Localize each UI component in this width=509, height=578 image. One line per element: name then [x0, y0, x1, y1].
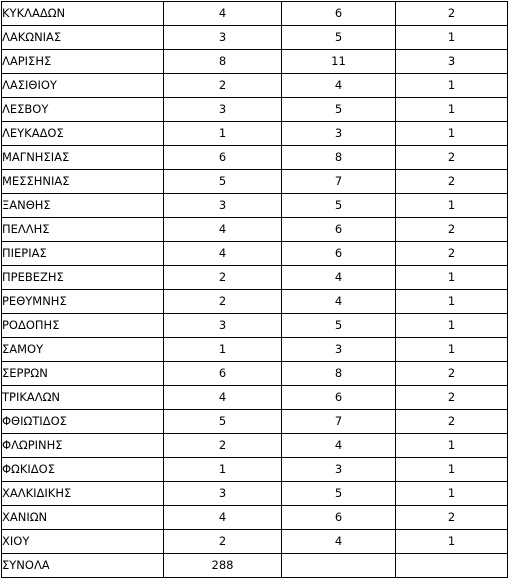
- table-row: [2, 194, 508, 218]
- table-row: [2, 482, 508, 506]
- prefecture-name-cell: ΧΑΛΚΙΔΙΚΗΣ: [2, 482, 164, 506]
- table-row: [2, 314, 508, 338]
- value-cell-1: 4: [164, 242, 282, 266]
- value-cell-1: 2: [164, 290, 282, 314]
- prefecture-name-cell: ΧΑΝΙΩΝ: [2, 506, 164, 530]
- value-cell-3: 1: [396, 530, 508, 554]
- value-cell-1: 2: [164, 530, 282, 554]
- value-cell-3: 1: [396, 458, 508, 482]
- value-cell-2: 5: [282, 314, 396, 338]
- value-cell-1: 5: [164, 410, 282, 434]
- table-row: [2, 2, 508, 26]
- value-cell-3: 2: [396, 242, 508, 266]
- value-cell-2: 8: [282, 362, 396, 386]
- value-cell-3: 3: [396, 50, 508, 74]
- value-cell-2: 7: [282, 170, 396, 194]
- value-cell-2: 4: [282, 530, 396, 554]
- value-cell-3: 1: [396, 266, 508, 290]
- value-cell-1: 3: [164, 194, 282, 218]
- prefecture-name-cell: ΛΕΣΒΟΥ: [2, 98, 164, 122]
- prefecture-name-cell: ΦΘΙΩΤΙΔΟΣ: [2, 410, 164, 434]
- prefecture-name-cell: ΛΕΥΚΑΔΟΣ: [2, 122, 164, 146]
- prefecture-name-cell: ΜΑΓΝΗΣΙΑΣ: [2, 146, 164, 170]
- value-cell-3: 1: [396, 122, 508, 146]
- value-cell-2: [282, 554, 396, 578]
- value-cell-2: 4: [282, 266, 396, 290]
- value-cell-3: 2: [396, 146, 508, 170]
- value-cell-3: 1: [396, 194, 508, 218]
- prefecture-name-cell: ΠΙΕΡΙΑΣ: [2, 242, 164, 266]
- value-cell-1: 3: [164, 482, 282, 506]
- value-cell-2: 11: [282, 50, 396, 74]
- value-cell-3: 1: [396, 26, 508, 50]
- value-cell-3: 2: [396, 218, 508, 242]
- table-row: [2, 530, 508, 554]
- totals-row: [2, 554, 508, 578]
- value-cell-3: 2: [396, 170, 508, 194]
- table-row: [2, 338, 508, 362]
- prefecture-name-cell: ΠΕΛΛΗΣ: [2, 218, 164, 242]
- value-cell-1: 288: [164, 554, 282, 578]
- prefecture-name-cell: ΠΡΕΒΕΖΗΣ: [2, 266, 164, 290]
- value-cell-1: 2: [164, 74, 282, 98]
- table-row: [2, 458, 508, 482]
- value-cell-1: 4: [164, 2, 282, 26]
- value-cell-1: 5: [164, 170, 282, 194]
- table-row: [2, 290, 508, 314]
- prefecture-name-cell: ΧΙΟΥ: [2, 530, 164, 554]
- prefecture-name-cell: ΦΩΚΙΔΟΣ: [2, 458, 164, 482]
- prefecture-name-cell: ΣΑΜΟΥ: [2, 338, 164, 362]
- value-cell-1: 3: [164, 26, 282, 50]
- value-cell-2: 6: [282, 242, 396, 266]
- value-cell-2: 6: [282, 218, 396, 242]
- value-cell-2: 5: [282, 194, 396, 218]
- table-row: [2, 506, 508, 530]
- value-cell-3: 2: [396, 2, 508, 26]
- value-cell-1: 1: [164, 458, 282, 482]
- value-cell-2: 4: [282, 434, 396, 458]
- value-cell-2: 4: [282, 290, 396, 314]
- value-cell-2: 3: [282, 338, 396, 362]
- table-row: [2, 434, 508, 458]
- table-row: [2, 362, 508, 386]
- prefecture-name-cell: ΣΥΝΟΛΑ: [2, 554, 164, 578]
- value-cell-2: 6: [282, 506, 396, 530]
- value-cell-2: 6: [282, 386, 396, 410]
- value-cell-2: 4: [282, 74, 396, 98]
- value-cell-3: 2: [396, 362, 508, 386]
- table-row: [2, 74, 508, 98]
- value-cell-3: 1: [396, 338, 508, 362]
- value-cell-3: 1: [396, 98, 508, 122]
- value-cell-1: 6: [164, 146, 282, 170]
- value-cell-2: 8: [282, 146, 396, 170]
- value-cell-3: [396, 554, 508, 578]
- prefecture-table: [1, 1, 508, 578]
- value-cell-1: 2: [164, 266, 282, 290]
- value-cell-3: 1: [396, 74, 508, 98]
- value-cell-3: 1: [396, 314, 508, 338]
- value-cell-2: 3: [282, 458, 396, 482]
- prefecture-name-cell: ΛΑΡΙΣΗΣ: [2, 50, 164, 74]
- value-cell-3: 2: [396, 410, 508, 434]
- prefecture-name-cell: ΚΥΚΛΑΔΩΝ: [2, 2, 164, 26]
- value-cell-2: 3: [282, 122, 396, 146]
- value-cell-1: 4: [164, 218, 282, 242]
- prefecture-name-cell: ΛΑΚΩΝΙΑΣ: [2, 26, 164, 50]
- table-row: [2, 386, 508, 410]
- value-cell-3: 2: [396, 386, 508, 410]
- value-cell-1: 4: [164, 386, 282, 410]
- prefecture-name-cell: ΣΕΡΡΩΝ: [2, 362, 164, 386]
- value-cell-2: 5: [282, 482, 396, 506]
- value-cell-1: 4: [164, 506, 282, 530]
- prefecture-name-cell: ΜΕΣΣΗΝΙΑΣ: [2, 170, 164, 194]
- value-cell-3: 2: [396, 506, 508, 530]
- table-row: [2, 170, 508, 194]
- value-cell-1: 6: [164, 362, 282, 386]
- table-row: [2, 242, 508, 266]
- value-cell-1: 3: [164, 314, 282, 338]
- value-cell-3: 1: [396, 434, 508, 458]
- table-row: [2, 98, 508, 122]
- value-cell-1: 8: [164, 50, 282, 74]
- table-row: [2, 122, 508, 146]
- table-row: [2, 26, 508, 50]
- value-cell-2: 5: [282, 98, 396, 122]
- table-row: [2, 410, 508, 434]
- table-body: [2, 2, 508, 578]
- value-cell-2: 6: [282, 2, 396, 26]
- value-cell-2: 5: [282, 26, 396, 50]
- prefecture-name-cell: ΡΕΘΥΜΝΗΣ: [2, 290, 164, 314]
- prefecture-name-cell: ΦΛΩΡΙΝΗΣ: [2, 434, 164, 458]
- value-cell-1: 1: [164, 122, 282, 146]
- value-cell-1: 1: [164, 338, 282, 362]
- prefecture-name-cell: ΤΡΙΚΑΛΩΝ: [2, 386, 164, 410]
- prefecture-name-cell: ΡΟΔΟΠΗΣ: [2, 314, 164, 338]
- value-cell-2: 7: [282, 410, 396, 434]
- value-cell-3: 1: [396, 290, 508, 314]
- table-row: [2, 266, 508, 290]
- value-cell-3: 1: [396, 482, 508, 506]
- value-cell-1: 2: [164, 434, 282, 458]
- value-cell-1: 3: [164, 98, 282, 122]
- table-row: [2, 218, 508, 242]
- table-row: [2, 146, 508, 170]
- table-row: [2, 50, 508, 74]
- prefecture-name-cell: ΛΑΣΙΘΙΟΥ: [2, 74, 164, 98]
- prefecture-name-cell: ΞΑΝΘΗΣ: [2, 194, 164, 218]
